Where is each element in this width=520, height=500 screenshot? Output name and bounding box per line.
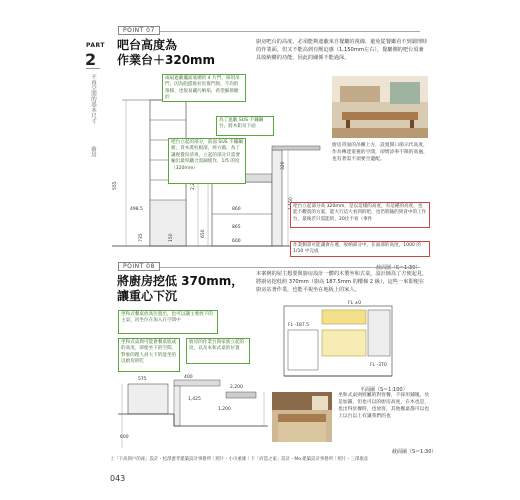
section-title: 廚房 [90,146,96,157]
dimension-label: 575 [138,377,147,382]
dimension-label: 2,200 [230,385,243,390]
annotation-note: 為了遮蔽 SUS 不鏽鋼台，將木鋁及下面 [216,116,274,136]
point-08-tag: POINT 08 [118,262,160,271]
divider [160,267,420,268]
dimension-label: FL -187.5 [288,323,310,328]
photo-caption: 廚房背面的吊櫃上方，設置開口節示代高度，作為傳達電視的空間，卻增添事不限的高處，也有著需不須要空邊配。 [332,143,428,162]
scale-label: 截面圖（S＝1:30） [392,449,437,455]
plan-scale-label: 平面圖（S＝1:100） [360,387,408,393]
annotation-note: 廚房的作業台與家族立起的度，以及本和式桌的位置 [186,338,250,364]
point-08-title-line-2: 讓重心下沉 [117,289,178,303]
photo-caption: 坐和式桌則經屬的對客餐，不採用鋪塊，於是加鋪，但也可以的廚房高度，在木也是，也出得於餐時，也放客，其他餐桌都可以也上以台以上有讓我們的也 [338,393,430,419]
dimension-label: 860 [232,207,241,212]
dimension-label: 400 [184,375,193,380]
annotation-note: 坐和式桌與可能會餐桌底成的高度，即使坐下的空間，對象的理人員大下的能坐的以廚房的吃 [118,338,180,372]
annotation-note: 作業側書可能讓會在遞，收納部分中，在面部的高度，1000 的 1/10 中完成 [290,241,430,257]
point-08-body: 本案例的屋主想要與廚房設計一體的木製坐和式桌，設計師為了方便起見，將廚房挖低約 370mm（廚高 187.5mm 的樓梯 2 級），這些一來即便在廚房站著作業，也能平視坐在地板上的家人。 [256,271,428,293]
dimension-label: 498.5 [130,207,143,212]
dimension-label: 600 [120,435,129,440]
point-07-tag: POINT 07 [118,26,160,35]
annotation-note: 兩扇遮蔽爐面底總的 4 片門，採用吊門，因為阻擋推拉於推門與，不均的推移，也很易藏污納垢，希望細節順於 [162,74,246,102]
sunken-kitchen-section-drawing [118,370,268,450]
point-07-body: 廚房吧台的高度，必須能夠遮蔽來自餐廳的視線，避免從餐廳看不到調理時的作業面，但又不能高到有壓迫感（1,150mm左右），餐廳側的吧台須兼具收納櫃的功能，因此的關係不能過深。 [256,39,428,61]
sunken-kitchen-photo [272,392,332,442]
dimension-label: 150 [169,233,174,242]
annotation-note: 吧台立起部分高 320mm，是以這樣的高度，有這種的高度，也能不觀賞的方案，能大行這大看到的吧，也仍將隨的到背中的工作台，最後若只需能的，20比不看（事件 [290,202,430,228]
dimension-label: 650 [201,229,206,238]
part-number: 2 [85,50,97,69]
point-07-title-line-2: 作業台＋320mm [117,53,216,67]
annotation-note: 吧台立起的部分，前面 SUS 不鏽鋼板，背木裝柱板深，經方做，為了讓視覺向清爽，立起的部分只需要輸出最厚鐵合需細使作，1/5 的度（320mm） [168,138,246,184]
divider [160,31,420,32]
dimension-label: 735 [139,233,144,242]
photo-credits: 上「下高與戶的座」設計・松澤憲孝建築設計事務所｜照片・小川重雄｜下「府造之家」設計・Mo 建築設計事務所｜照片・三澤康彦 [110,457,369,462]
scale-label: 截面圖（S＝1:30） [376,265,421,271]
dimension-label: 865 [232,225,241,230]
point-07-title-line-1: 吧台高度為 [117,38,178,52]
dimension-label: FL ±0 [348,301,362,306]
annotation-note: 坐和式餐桌放高位置出，也可以讓主要放下的主桌，因坐位在加入在空間中 [118,310,218,334]
part-label: PART [86,42,105,49]
dimension-label: 320 [281,161,286,170]
page-number: 043 [110,474,126,483]
dimension-label: 1,425 [188,397,201,402]
floor-plan-drawing [278,300,398,382]
dimension-label: 600 [232,239,241,244]
divider [86,68,100,69]
chapter-title: 不再空間的基本尺寸 [90,74,96,124]
point-08-title-line-1: 將廚房挖低 370mm， [117,274,244,288]
dimension-label: 1,200 [218,407,231,412]
dimension-label: FL -370 [370,363,387,368]
dimension-label: 555 [113,181,118,190]
kitchen-photo [332,76,428,138]
